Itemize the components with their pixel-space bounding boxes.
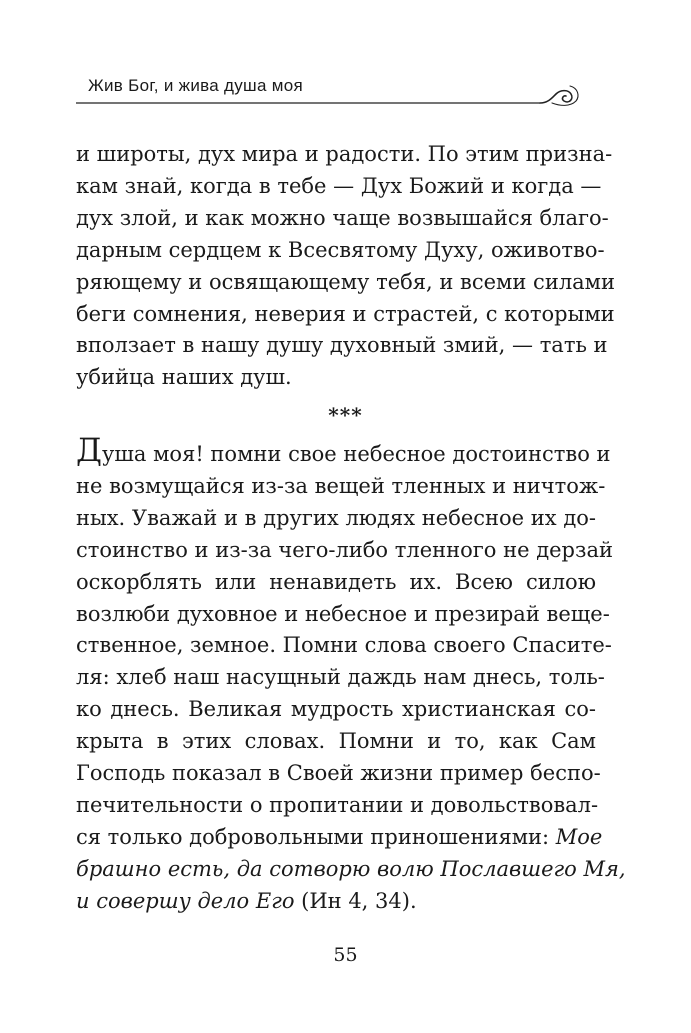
text-plain: ся только добровольными приношениями:: [76, 824, 556, 849]
text-line: дух злой, и как можно чаще возвышайся благо-: [76, 205, 609, 230]
text-line-first-rest: уша моя! помни свое небесное достоинство и: [102, 442, 611, 466]
text-line: оскорблять или ненавидеть их. Всею силою: [76, 569, 596, 594]
text-line: и широты, дух мира и радости. По этим призна-: [76, 142, 613, 166]
text-line: ственное, земное. Помни слова своего Спасите-: [76, 633, 612, 658]
text-line-italic: [76, 854, 626, 886]
scripture-reference: (Ин 4, 34).: [294, 888, 417, 913]
dropcap-letter: Д: [76, 431, 103, 469]
text-line-first: [76, 431, 611, 471]
running-head-title: Жив Бог, и жива душа моя: [88, 76, 304, 95]
text-line: крыта в этих словах. Помни и то, как Сам: [76, 729, 596, 754]
text-italic: Мое: [555, 824, 603, 849]
text-line: стоинство и из-за чего-либо тленного не дерзай: [76, 537, 613, 562]
text-line: дарным сердцем к Всесвятому Духу, оживотво-: [76, 237, 605, 262]
text-line: беги сомнения, неверия и страстей, с которыми: [76, 301, 615, 326]
text-line: не возмущайся из-за вещей тленных и ничтож-: [76, 473, 606, 498]
text-line-mixed: [76, 886, 596, 918]
text-line: ных. Уважай и в других людях небесное их до-: [76, 505, 596, 530]
text-line: ряющему и освящающему тебя, и всеми силами: [76, 269, 616, 294]
section-separator: ***: [328, 403, 363, 427]
text-line: убийца наших душ.: [76, 365, 292, 390]
paragraph-2: [76, 431, 626, 918]
text-line: возлюби духовное и небесное и презирай веще-: [76, 601, 610, 626]
text-line: Господь показал в Своей жизни пример беспо-: [76, 761, 601, 786]
text-line: ля: хлеб наш насущный даждь нам днесь, толь-: [76, 665, 605, 690]
text-line: вползает в нашу душу духовный змий, — тать и: [76, 333, 608, 358]
text-italic: и совершу дело Его: [76, 888, 295, 913]
text-line-mixed: [76, 822, 603, 854]
text-italic: брашно есть, да сотворю волю Пославшего Мя,: [76, 856, 626, 881]
header-rule-ornament: [0, 0, 691, 120]
page-number: 55: [333, 944, 358, 966]
text-line: ко днесь. Великая мудрость христианская со-: [76, 697, 596, 722]
text-line: кам знай, когда в тебе — Дух Божий и когда —: [76, 173, 602, 198]
paragraph-1: [76, 139, 616, 394]
text-line: печительности о пропитании и довольствовал-: [76, 792, 599, 817]
